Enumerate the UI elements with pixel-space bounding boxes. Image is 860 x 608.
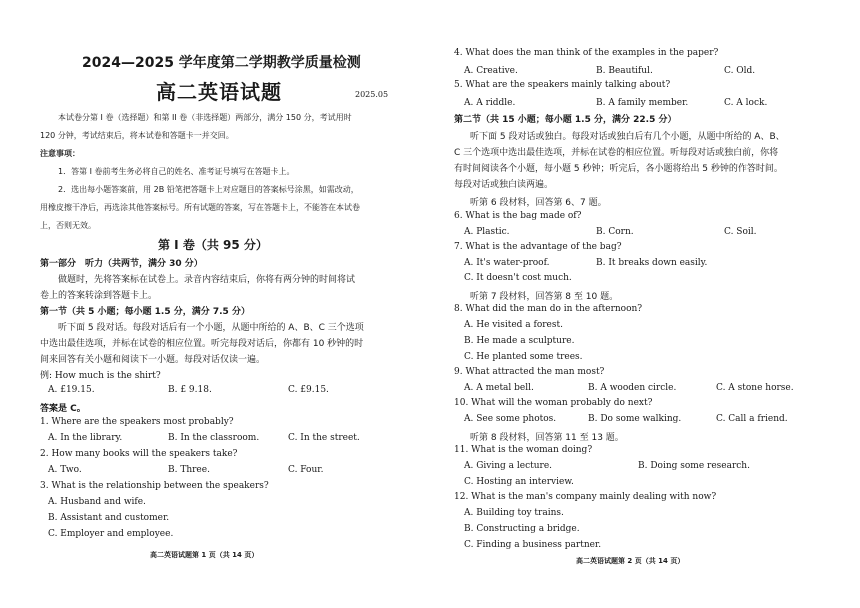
question-2: 2. How many books will the speakers take? bbox=[40, 449, 238, 459]
part1-heading: 第一部分 听力（共两节，满分 30 分） bbox=[40, 259, 203, 269]
option: A. £19.15. bbox=[48, 385, 95, 395]
option: A. See some photos. bbox=[464, 414, 557, 424]
example-question: 例: How much is the shirt? bbox=[40, 371, 161, 381]
question-5: 5. What are the speakers mainly talking about? bbox=[454, 80, 671, 90]
option: A. Plastic. bbox=[464, 227, 510, 237]
section2-heading: 第二节（共 15 小题；每小题 1.5 分，满分 22.5 分） bbox=[454, 115, 677, 125]
option: B. Doing some research. bbox=[638, 461, 750, 471]
q3-option-b: B. Assistant and customer. bbox=[48, 513, 170, 523]
option: C. Call a friend. bbox=[716, 414, 788, 424]
question-1: 1. Where are the speakers most probably? bbox=[40, 417, 234, 427]
material-6: 听第 6 段材料，回答第 6、7 题。 bbox=[470, 198, 607, 208]
intro-line-1: 本试卷分第 I 卷（选择题）和第 II 卷（非选择题）两部分，满分 150 分，考试用时 bbox=[58, 113, 352, 122]
option: A. A metal bell. bbox=[464, 383, 534, 393]
s2-desc-4: 每段对话或独白读两遍。 bbox=[454, 180, 554, 190]
option: B. £ 9.18. bbox=[168, 385, 212, 395]
s2-desc-1: 听下面 5 段对话或独白。每段对话或独白后有几个小题，从题中所给的 A、B、 bbox=[470, 132, 785, 142]
q12-option-a: A. Building toy trains. bbox=[464, 508, 564, 518]
option: C. Soil. bbox=[724, 227, 757, 237]
option: A. Giving a lecture. bbox=[464, 461, 553, 471]
option: A. Creative. bbox=[464, 66, 518, 76]
question-3: 3. What is the relationship between the speakers? bbox=[40, 481, 269, 491]
option: B. Beautiful. bbox=[596, 66, 653, 76]
section1-heading: 第一节（共 5 小题；每小题 1.5 分，满分 7.5 分） bbox=[40, 307, 250, 317]
s2-desc-2: C 三个选项中选出最佳选项，并标在试卷的相应位置。听每段对话或独白前，你将 bbox=[454, 148, 779, 158]
q12-option-c: C. Finding a business partner. bbox=[464, 540, 602, 550]
option: C. A lock. bbox=[724, 98, 768, 108]
question-8: 8. What did the man do in the afternoon? bbox=[454, 304, 643, 314]
notice-2b: 用橡皮擦干净后，再选涂其他答案标号。所有试题的答案，写在答题卡上，不能答在本试卷 bbox=[40, 203, 360, 212]
s1-desc-2: 中选出最佳选项，并标在试卷的相应位置。听完每段对话后，你都有 10 秒钟的时 bbox=[40, 339, 364, 349]
example-answer: 答案是 C。 bbox=[40, 404, 86, 414]
material-7: 听第 7 段材料，回答第 8 至 10 题。 bbox=[470, 292, 619, 302]
question-10: 10. What will the woman probably do next? bbox=[454, 398, 653, 408]
s2-desc-3: 有时间阅读各个小题，每小题 5 秒钟；听完后，各小题将给出 5 秒钟的作答时间。 bbox=[454, 164, 783, 174]
q3-option-a: A. Husband and wife. bbox=[48, 497, 146, 507]
option: B. A wooden circle. bbox=[588, 383, 677, 393]
option: B. A family member. bbox=[596, 98, 689, 108]
s1-desc-1: 听下面 5 段对话。每段对话后有一个小题，从题中所给的 A、B、C 三个选项 bbox=[58, 323, 364, 333]
page-footer: 高二英语试题第 2 页（共 14 页） bbox=[576, 557, 685, 565]
right-page bbox=[440, 0, 860, 608]
question-12: 12. What is the man's company mainly dealing with now? bbox=[454, 492, 717, 502]
page-footer: 高二英语试题第 1 页（共 14 页） bbox=[150, 551, 259, 559]
option: C. In the street. bbox=[288, 433, 360, 443]
q12-option-b: B. Constructing a bridge. bbox=[464, 524, 580, 534]
option: B. Do some walking. bbox=[588, 414, 682, 424]
option: A. Two. bbox=[48, 465, 82, 475]
option: B. Three. bbox=[168, 465, 210, 475]
option: C. Four. bbox=[288, 465, 324, 475]
notice-2c: 上，否则无效。 bbox=[40, 221, 96, 230]
q8-option-b: B. He made a sculpture. bbox=[464, 336, 575, 346]
q11-option-c: C. Hosting an interview. bbox=[464, 477, 574, 487]
question-11: 11. What is the woman doing? bbox=[454, 445, 593, 455]
option: A. In the library. bbox=[48, 433, 123, 443]
part1-desc-1: 做题时，先将答案标在试卷上。录音内容结束后，你将有两分钟的时间将试 bbox=[58, 275, 356, 285]
option: B. In the classroom. bbox=[168, 433, 260, 443]
question-9: 9. What attracted the man most? bbox=[454, 367, 605, 377]
notice-heading: 注意事项： bbox=[40, 149, 80, 158]
notice-2a: 2．选出每小题答案前，用 2B 铅笔把答题卡上对应题目的答案标号涂黑，如需改动， bbox=[58, 185, 359, 194]
exam-title: 高二英语试题 bbox=[156, 80, 282, 104]
option: C. A stone horse. bbox=[716, 383, 794, 393]
question-7: 7. What is the advantage of the bag? bbox=[454, 242, 622, 252]
exam-year-title: 2024—2025 学年度第二学期教学质量检测 bbox=[82, 55, 361, 71]
option: C. Old. bbox=[724, 66, 756, 76]
q8-option-c: C. He planted some trees. bbox=[464, 352, 583, 362]
volume-heading: 第 I 卷（共 95 分） bbox=[158, 238, 268, 252]
intro-line-2: 120 分钟，考试结束后，将本试卷和答题卡一并交回。 bbox=[40, 131, 234, 140]
material-8: 听第 8 段材料，回答第 11 至 13 题。 bbox=[470, 433, 624, 443]
option: A. A riddle. bbox=[464, 98, 516, 108]
q3-option-c: C. Employer and employee. bbox=[48, 529, 174, 539]
exam-date: 2025.05 bbox=[355, 90, 389, 99]
s1-desc-3: 间来回答有关小题和阅读下一小题。每段对话仅读一遍。 bbox=[40, 355, 266, 365]
q8-option-a: A. He visited a forest. bbox=[464, 320, 563, 330]
option: B. It breaks down easily. bbox=[596, 258, 708, 268]
question-4: 4. What does the man think of the examples in the paper? bbox=[454, 48, 719, 58]
option: B. Corn. bbox=[596, 227, 634, 237]
q7-option-c: C. It doesn't cost much. bbox=[464, 273, 572, 283]
part1-desc-2: 卷上的答案转涂到答题卡上。 bbox=[40, 291, 158, 301]
option: C. £9.15. bbox=[288, 385, 329, 395]
notice-1: 1．答第 I 卷前考生务必将自己的姓名、准考证号填写在答题卡上。 bbox=[58, 167, 295, 176]
question-6: 6. What is the bag made of? bbox=[454, 211, 582, 221]
option: A. It's water-proof. bbox=[464, 258, 550, 268]
